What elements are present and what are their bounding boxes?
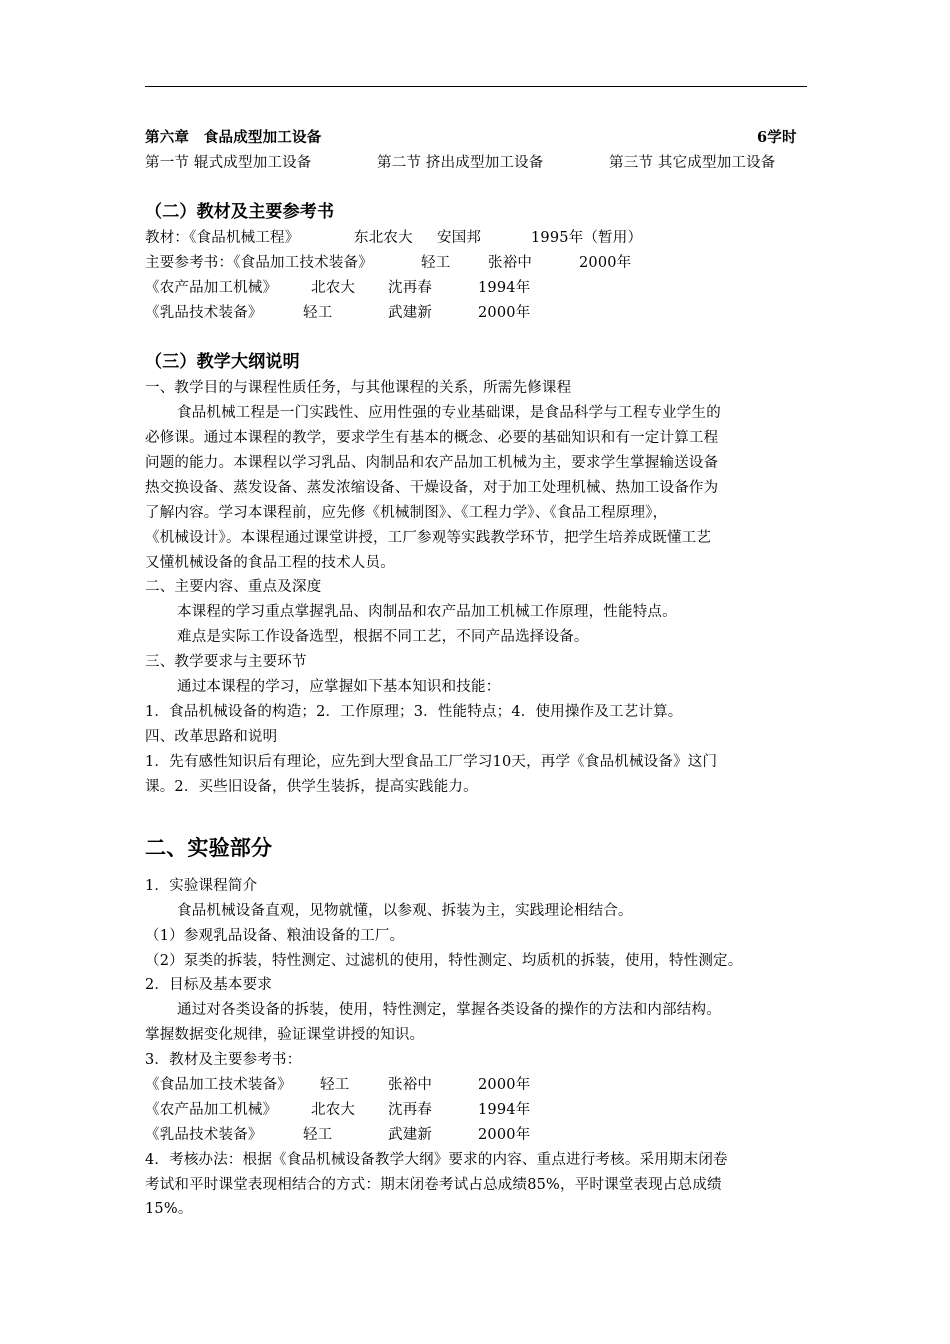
header-rule <box>145 86 807 87</box>
lab-book-2-author: 沈再春 <box>388 1102 433 1118</box>
outline-s4-title: 四、改革思路和说明 <box>145 729 278 745</box>
outline-s1-line: 《机械设计》。本课程通过课堂讲授，工厂参观等实践教学环节，把学生培养成既懂工艺 <box>145 530 712 546</box>
lab-exam-line: 考试和平时课堂表现相结合的方式：期末闭卷考试占总成绩85%，平时课堂表现占总成绩 <box>145 1177 722 1193</box>
chapter-section-2: 第二节 挤出成型加工设备 <box>377 155 544 171</box>
textbooks-heading: （二）教材及主要参考书 <box>145 202 335 222</box>
outline-s2-line: 本课程的学习重点掌握乳品、肉制品和农产品加工机械工作原理，性能特点。 <box>177 604 677 620</box>
chapter-hours: 6学时 <box>757 129 797 146</box>
outline-heading: （三）教学大纲说明 <box>145 352 300 372</box>
lab-exam-line: 4．考核办法：根据《食品机械设备教学大纲》要求的内容、重点进行考核。采用期末闭卷 <box>145 1152 728 1168</box>
textbook-main-year: 1995年（暂用） <box>531 230 643 246</box>
lab-heading: 二、实验部分 <box>145 835 273 860</box>
outline-s1-line: 食品机械工程是一门实践性、应用性强的专业基础课，是食品科学与工程专业学生的 <box>177 405 721 421</box>
outline-s3-line: 1．食品机械设备的构造；2．工作原理；3．性能特点；4．使用操作及工艺计算。 <box>145 704 683 720</box>
lab-item-2: （2）泵类的拆装，特性测定、过滤机的使用，特性测定、均质机的拆装，使用，特性测定。 <box>145 953 743 969</box>
outline-s3-line: 通过本课程的学习，应掌握如下基本知识和技能： <box>177 679 501 695</box>
lab-book-1-year: 2000年 <box>478 1077 531 1093</box>
lab-book-2-year: 1994年 <box>478 1102 531 1118</box>
lab-exam-line: 15%。 <box>145 1201 193 1217</box>
lab-book-1-author: 张裕中 <box>388 1077 433 1093</box>
lab-book-2-publisher: 北农大 <box>311 1102 356 1118</box>
lab-book-3-year: 2000年 <box>478 1127 531 1143</box>
ref2-publisher: 北农大 <box>311 280 356 296</box>
outline-s1-line: 又懂机械设备的食品工程的技术人员。 <box>145 555 395 571</box>
outline-s4-line: 课。2．买些旧设备，供学生装拆，提高实践能力。 <box>145 779 478 795</box>
outline-s4-line: 1．先有感性知识后有理论，应先到大型食品工厂学习10天，再学《食品机械设备》这门 <box>145 754 718 770</box>
lab-books-title: 3．教材及主要参考书： <box>145 1052 302 1068</box>
textbook-main-publisher: 东北农大 <box>354 230 413 246</box>
ref-label: 主要参考书：《食品加工技术装备》 <box>145 255 373 271</box>
ref2-year: 1994年 <box>478 280 531 296</box>
ref1-author: 张裕中 <box>488 255 533 271</box>
outline-s1-line: 问题的能力。本课程以学习乳品、肉制品和农产品加工机械为主，要求学生掌握输送设备 <box>145 455 719 471</box>
outline-s1-line: 热交换设备、蒸发设备、蒸发浓缩设备、干燥设备，对于加工处理机械、热加工设备作为 <box>145 480 719 496</box>
outline-s3-title: 三、教学要求与主要环节 <box>145 654 307 670</box>
lab-goal-line: 掌握数据变化规律，验证课堂讲授的知识。 <box>145 1027 425 1043</box>
ref3-title: 《乳品技术装备》 <box>145 305 263 321</box>
lab-book-3-title: 《乳品技术装备》 <box>145 1127 263 1143</box>
lab-item-1: （1）参观乳品设备、粮油设备的工厂。 <box>145 928 405 944</box>
outline-s2-line: 难点是实际工作设备选型，根据不同工艺，不同产品选择设备。 <box>177 629 589 645</box>
ref3-publisher: 轻工 <box>303 305 333 321</box>
ref3-year: 2000年 <box>478 305 531 321</box>
ref3-author: 武建新 <box>388 305 433 321</box>
lab-book-3-author: 武建新 <box>388 1127 433 1143</box>
lab-intro-title: 1．实验课程简介 <box>145 878 258 894</box>
ref1-year: 2000年 <box>579 255 632 271</box>
outline-s1-line: 了解内容。学习本课程前，应先修《机械制图》、《工程力学》、《食品工程原理》， <box>145 505 668 521</box>
chapter-title: 第六章 食品成型加工设备 <box>145 129 322 146</box>
chapter-section-1: 第一节 辊式成型加工设备 <box>145 155 312 171</box>
lab-intro-line: 食品机械设备直观，见物就懂，以参观、拆装为主，实践理论相结合。 <box>177 903 633 919</box>
outline-s1-title: 一、教学目的与课程性质任务，与其他课程的关系，所需先修课程 <box>145 380 572 396</box>
chapter-section-3: 第三节 其它成型加工设备 <box>609 155 776 171</box>
lab-goal-line: 通过对各类设备的拆装，使用，特性测定，掌握各类设备的操作的方法和内部结构。 <box>177 1002 721 1018</box>
ref2-title: 《农产品加工机械》 <box>145 280 278 296</box>
textbook-main-title: 教材：《食品机械工程》 <box>145 230 300 246</box>
outline-s1-line: 必修课。通过本课程的教学，要求学生有基本的概念、必要的基础知识和有一定计算工程 <box>145 430 719 446</box>
ref1-publisher: 轻工 <box>421 255 451 271</box>
outline-s2-title: 二、主要内容、重点及深度 <box>145 579 322 595</box>
lab-book-1-title: 《食品加工技术装备》 <box>145 1077 292 1093</box>
ref2-author: 沈再春 <box>388 280 433 296</box>
lab-book-3-publisher: 轻工 <box>303 1127 333 1143</box>
lab-goal-title: 2．目标及基本要求 <box>145 977 273 993</box>
lab-book-1-publisher: 轻工 <box>320 1077 350 1093</box>
lab-book-2-title: 《农产品加工机械》 <box>145 1102 278 1118</box>
textbook-main-author: 安国邦 <box>437 230 482 246</box>
